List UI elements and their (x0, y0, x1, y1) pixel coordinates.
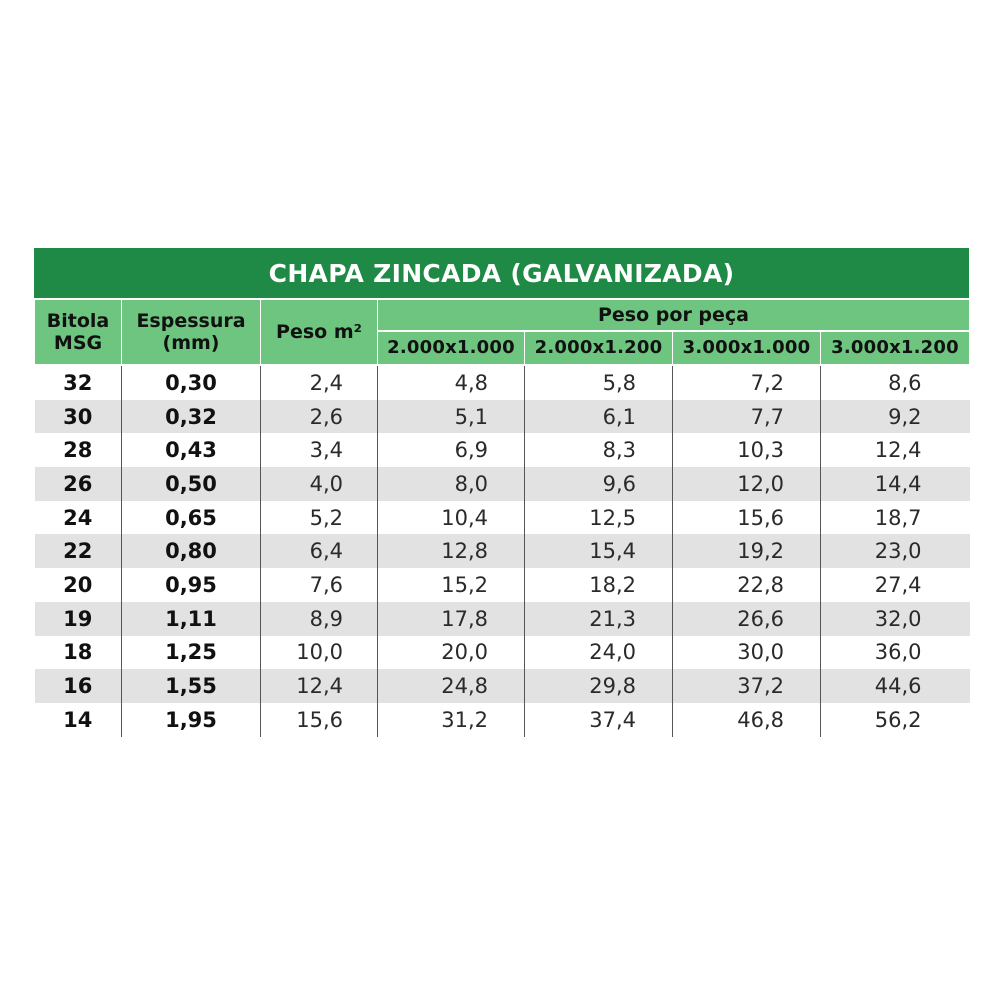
cell-peso-2000x1200: 12,5 (525, 501, 673, 535)
cell-peso-m2: 10,0 (261, 636, 378, 670)
cell-bitola: 18 (35, 636, 122, 670)
table-row (35, 669, 970, 703)
cell-peso-2000x1000: 17,8 (378, 602, 525, 636)
cell-peso-3000x1000: 30,0 (673, 636, 821, 670)
cell-peso-3000x1200: 23,0 (821, 534, 970, 568)
header-size-3: 3.000x1.000 (673, 331, 821, 365)
cell-peso-m2: 15,6 (261, 703, 378, 737)
cell-bitola: 28 (35, 433, 122, 467)
table-header (35, 300, 970, 365)
cell-peso-2000x1000: 4,8 (378, 365, 525, 400)
cell-bitola: 22 (35, 534, 122, 568)
cell-bitola: 26 (35, 467, 122, 501)
cell-peso-3000x1000: 7,2 (673, 365, 821, 400)
cell-peso-3000x1200: 44,6 (821, 669, 970, 703)
cell-peso-2000x1200: 29,8 (525, 669, 673, 703)
cell-peso-2000x1200: 24,0 (525, 636, 673, 670)
cell-peso-3000x1000: 22,8 (673, 568, 821, 602)
cell-peso-2000x1200: 37,4 (525, 703, 673, 737)
cell-peso-2000x1000: 5,1 (378, 400, 525, 434)
cell-peso-3000x1200: 32,0 (821, 602, 970, 636)
table-row (35, 534, 970, 568)
header-espessura (122, 300, 261, 365)
table-title: CHAPA ZINCADA (GALVANIZADA) (34, 248, 969, 300)
cell-peso-2000x1000: 6,9 (378, 433, 525, 467)
cell-espessura: 0,43 (122, 433, 261, 467)
cell-peso-2000x1200: 5,8 (525, 365, 673, 400)
cell-peso-2000x1200: 9,6 (525, 467, 673, 501)
cell-peso-m2: 12,4 (261, 669, 378, 703)
cell-peso-2000x1000: 8,0 (378, 467, 525, 501)
table-row (35, 467, 970, 501)
cell-bitola: 30 (35, 400, 122, 434)
cell-peso-m2: 4,0 (261, 467, 378, 501)
cell-peso-2000x1000: 15,2 (378, 568, 525, 602)
cell-peso-m2: 3,4 (261, 433, 378, 467)
table-row (35, 400, 970, 434)
cell-peso-3000x1000: 26,6 (673, 602, 821, 636)
cell-peso-m2: 5,2 (261, 501, 378, 535)
cell-peso-m2: 6,4 (261, 534, 378, 568)
cell-peso-2000x1200: 8,3 (525, 433, 673, 467)
cell-peso-m2: 2,4 (261, 365, 378, 400)
cell-espessura: 1,95 (122, 703, 261, 737)
cell-bitola: 32 (35, 365, 122, 400)
cell-peso-3000x1200: 12,4 (821, 433, 970, 467)
cell-peso-3000x1200: 56,2 (821, 703, 970, 737)
cell-peso-3000x1200: 8,6 (821, 365, 970, 400)
table-row (35, 636, 970, 670)
cell-peso-3000x1000: 46,8 (673, 703, 821, 737)
cell-peso-2000x1000: 10,4 (378, 501, 525, 535)
table-row (35, 501, 970, 535)
cell-espessura: 0,65 (122, 501, 261, 535)
cell-espessura: 1,55 (122, 669, 261, 703)
table-row (35, 433, 970, 467)
cell-peso-m2: 8,9 (261, 602, 378, 636)
cell-peso-2000x1000: 12,8 (378, 534, 525, 568)
cell-peso-m2: 2,6 (261, 400, 378, 434)
cell-espessura: 1,25 (122, 636, 261, 670)
cell-peso-2000x1200: 15,4 (525, 534, 673, 568)
header-size-2: 2.000x1.200 (525, 331, 673, 365)
table-body (35, 365, 970, 737)
cell-peso-m2: 7,6 (261, 568, 378, 602)
table-row (35, 703, 970, 737)
header-espessura-line2: (mm) (162, 332, 220, 354)
cell-espessura: 0,95 (122, 568, 261, 602)
cell-bitola: 19 (35, 602, 122, 636)
cell-espessura: 0,50 (122, 467, 261, 501)
cell-espessura: 0,32 (122, 400, 261, 434)
table-row (35, 568, 970, 602)
header-peso-por-peca: Peso por peça (378, 300, 970, 331)
cell-peso-3000x1000: 15,6 (673, 501, 821, 535)
cell-peso-3000x1000: 7,7 (673, 400, 821, 434)
cell-peso-3000x1000: 19,2 (673, 534, 821, 568)
table-row (35, 602, 970, 636)
weight-table (34, 300, 970, 737)
cell-espessura: 0,30 (122, 365, 261, 400)
cell-peso-2000x1000: 31,2 (378, 703, 525, 737)
header-peso-m2: Peso m² (261, 300, 378, 365)
header-size-4: 3.000x1.200 (821, 331, 970, 365)
cell-peso-2000x1200: 18,2 (525, 568, 673, 602)
weight-table-sheet (34, 248, 969, 737)
cell-bitola: 14 (35, 703, 122, 737)
header-bitola-line1: Bitola (46, 310, 110, 332)
header-size-1: 2.000x1.000 (378, 331, 525, 365)
cell-peso-3000x1200: 14,4 (821, 467, 970, 501)
header-bitola-line2: MSG (53, 332, 103, 354)
cell-peso-3000x1000: 37,2 (673, 669, 821, 703)
cell-espessura: 0,80 (122, 534, 261, 568)
cell-bitola: 24 (35, 501, 122, 535)
cell-peso-2000x1000: 20,0 (378, 636, 525, 670)
header-espessura-line1: Espessura (136, 310, 246, 332)
cell-bitola: 16 (35, 669, 122, 703)
cell-peso-2000x1000: 24,8 (378, 669, 525, 703)
cell-peso-3000x1200: 36,0 (821, 636, 970, 670)
cell-peso-3000x1200: 18,7 (821, 501, 970, 535)
header-bitola (35, 300, 122, 365)
cell-peso-3000x1000: 12,0 (673, 467, 821, 501)
cell-espessura: 1,11 (122, 602, 261, 636)
cell-peso-3000x1200: 9,2 (821, 400, 970, 434)
cell-peso-2000x1200: 6,1 (525, 400, 673, 434)
cell-bitola: 20 (35, 568, 122, 602)
cell-peso-2000x1200: 21,3 (525, 602, 673, 636)
table-row (35, 365, 970, 400)
cell-peso-3000x1000: 10,3 (673, 433, 821, 467)
cell-peso-3000x1200: 27,4 (821, 568, 970, 602)
